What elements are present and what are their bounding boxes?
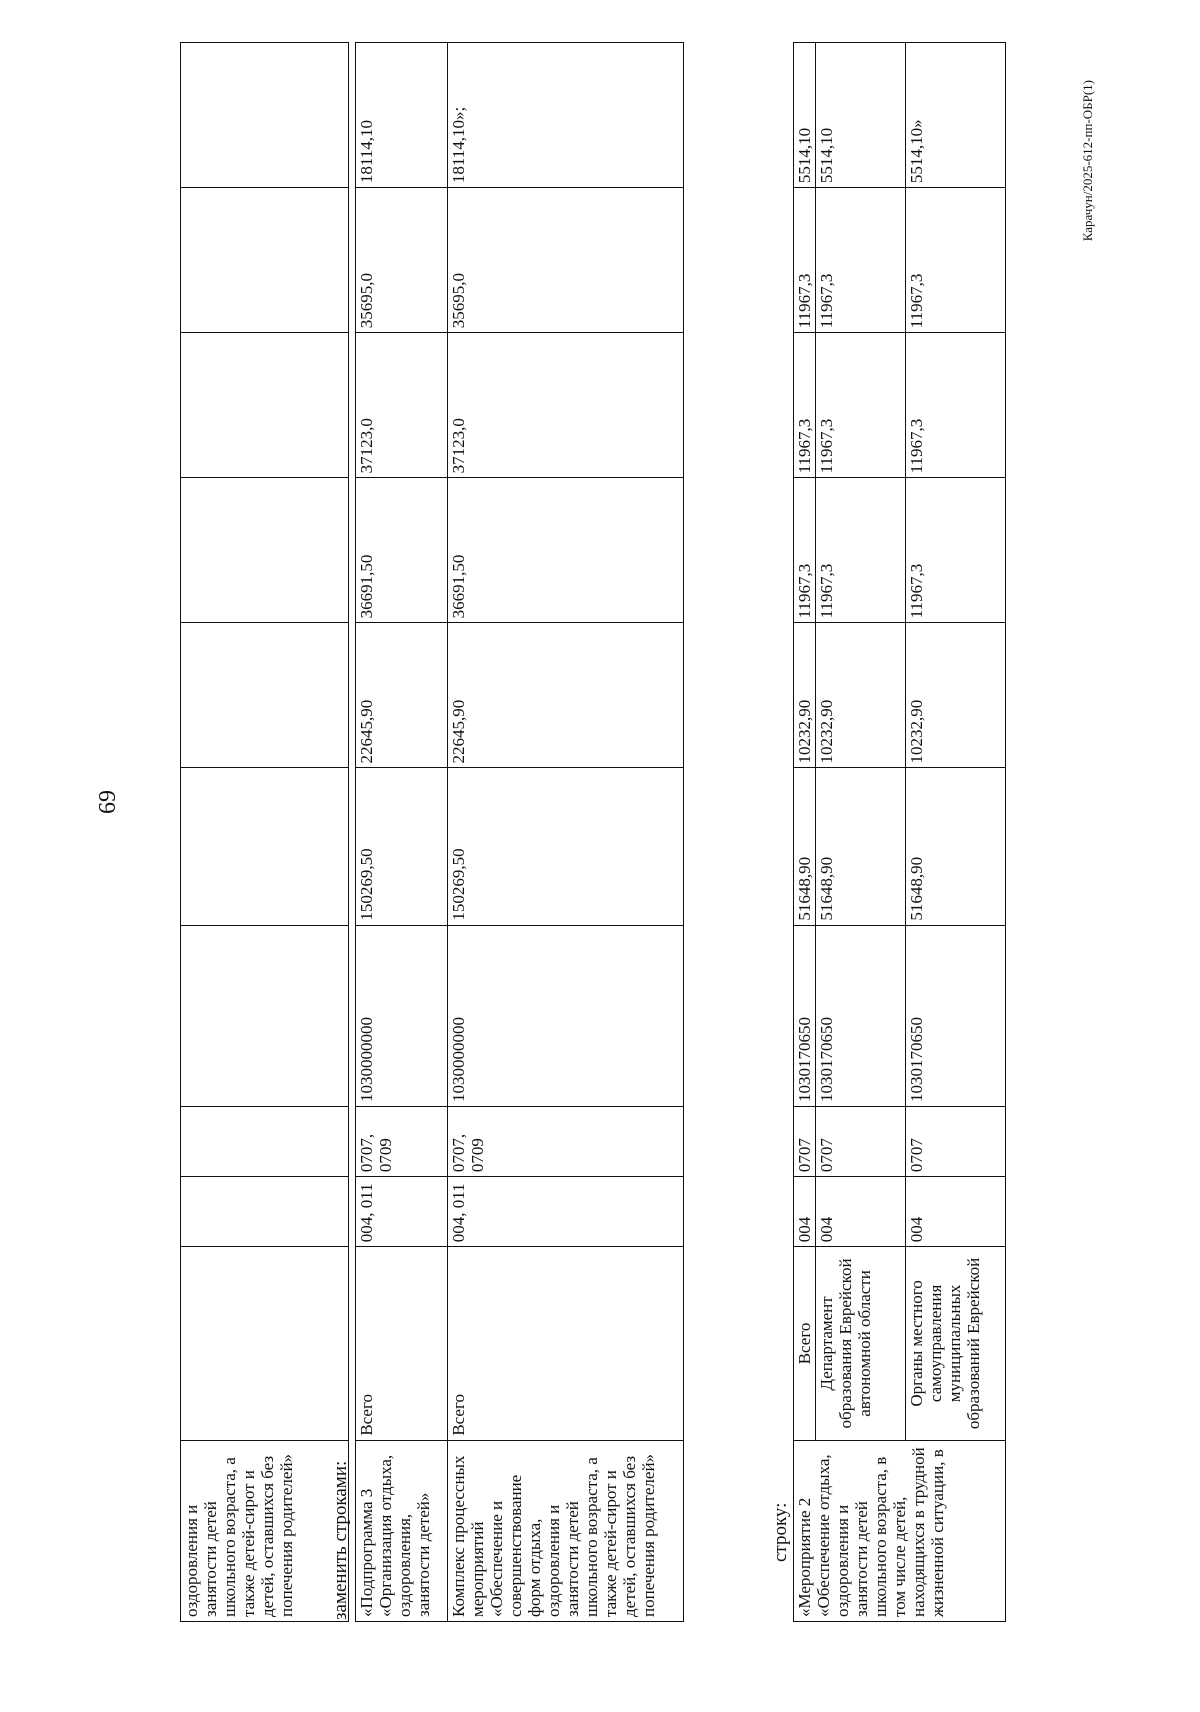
cell-empty: [181, 925, 349, 1106]
cell-y2023: 11967,3: [816, 333, 906, 478]
cell-y2023: 37123,0: [448, 333, 684, 478]
cell-empty: [181, 768, 349, 925]
cell-y2021: 22645,90: [448, 623, 684, 768]
cell-csr: 1030170650: [794, 925, 816, 1106]
cell-y2025: 5514,10»: [906, 43, 1006, 188]
cell-grbs: 004: [906, 1177, 1006, 1247]
cell-empty: [181, 1247, 349, 1440]
replace-rows-label: заменить строками:: [330, 1460, 351, 1620]
cell-y2025: 18114,10»;: [448, 43, 684, 188]
cell-empty: [181, 623, 349, 768]
cell-name: оздоровления и занятости детей школьного возраста, а также детей-сирот и детей, оставшихся без попечения родителей»: [181, 1440, 349, 1621]
cell-y2022: 11967,3: [906, 478, 1006, 623]
table-row: [794, 43, 816, 1622]
cell-y2021: 10232,90: [906, 623, 1006, 768]
cell-executor: Департамент образования Еврейской автономной области: [816, 1247, 906, 1440]
cell-y2022: 36691,50: [356, 478, 448, 623]
cell-grbs: 004, 011: [356, 1177, 448, 1247]
cell-y2024: 11967,3: [794, 188, 816, 333]
cell-total: 51648,90: [906, 768, 1006, 925]
cell-rzpr: 0707: [906, 1107, 1006, 1177]
cell-name: Комплекс процессных мероприятий «Обеспечение и совершенствование форм отдыха, оздоровления и занятости детей школьного возраста, а также детей-сирот и детей, оставшихся без попечения родителей»: [448, 1440, 684, 1621]
table-row: [816, 43, 906, 1622]
cell-empty: [181, 478, 349, 623]
cell-name: «Мероприятие 2 «Обеспечение отдыха, оздоровления и занятости детей школьного возраста, в том числе детей, находящихся в трудной жизненной ситуации, в: [794, 1440, 1006, 1621]
cell-executor: Всего: [356, 1247, 448, 1440]
cell-y2025: 18114,10: [356, 43, 448, 188]
cell-y2025: 5514,10: [816, 43, 906, 188]
cell-y2021: 10232,90: [816, 623, 906, 768]
cell-empty: [181, 333, 349, 478]
cell-y2022: 36691,50: [448, 478, 684, 623]
cell-y2025: 5514,10: [794, 43, 816, 188]
cell-y2022: 11967,3: [794, 478, 816, 623]
cell-y2023: 37123,0: [356, 333, 448, 478]
cell-csr: 1030170650: [816, 925, 906, 1106]
cell-name: «Подпрограмма 3 «Организация отдыха, оздоровления, занятости детей»: [356, 1440, 448, 1621]
cell-empty: [181, 1107, 349, 1177]
cell-rzpr: 0707: [794, 1107, 816, 1177]
table-row: [181, 43, 349, 1622]
page-number: 69: [95, 790, 121, 814]
cell-y2022: 11967,3: [816, 478, 906, 623]
cell-y2024: 35695,0: [356, 188, 448, 333]
table-row: [448, 43, 684, 1622]
cell-y2023: 11967,3: [906, 333, 1006, 478]
cell-rzpr: 0707: [816, 1107, 906, 1177]
cell-empty: [181, 43, 349, 188]
cell-total: 51648,90: [794, 768, 816, 925]
cell-y2021: 10232,90: [794, 623, 816, 768]
cell-executor: Всего: [448, 1247, 684, 1440]
cell-y2024: 35695,0: [448, 188, 684, 333]
cell-executor: Всего: [794, 1247, 816, 1440]
cell-csr: 1030000000: [448, 925, 684, 1106]
cell-total: 150269,50: [356, 768, 448, 925]
replace-table: [355, 42, 684, 1622]
cell-rzpr: 0707, 0709: [356, 1107, 448, 1177]
cell-total: 150269,50: [448, 768, 684, 925]
table-row: [356, 43, 448, 1622]
event-table: [793, 42, 1006, 1622]
cell-rzpr: 0707, 0709: [448, 1107, 684, 1177]
row-label: строку:: [770, 1502, 791, 1562]
cell-grbs: 004: [794, 1177, 816, 1247]
cell-total: 51648,90: [816, 768, 906, 925]
cell-csr: 1030170650: [906, 925, 1006, 1106]
document-code: Карачун/2025-612-пп-ОБР(1): [1080, 80, 1095, 242]
cell-y2024: 11967,3: [906, 188, 1006, 333]
cell-csr: 1030000000: [356, 925, 448, 1106]
cell-grbs: 004: [816, 1177, 906, 1247]
cell-empty: [181, 1177, 349, 1247]
cell-grbs: 004, 011: [448, 1177, 684, 1247]
cell-y2023: 11967,3: [794, 333, 816, 478]
cell-executor: Органы местного самоуправления муниципальных образований Еврейской: [906, 1247, 1006, 1440]
cell-empty: [181, 188, 349, 333]
continuation-table: [180, 42, 349, 1622]
table-row: [906, 43, 1006, 1622]
cell-y2021: 22645,90: [356, 623, 448, 768]
cell-y2024: 11967,3: [816, 188, 906, 333]
